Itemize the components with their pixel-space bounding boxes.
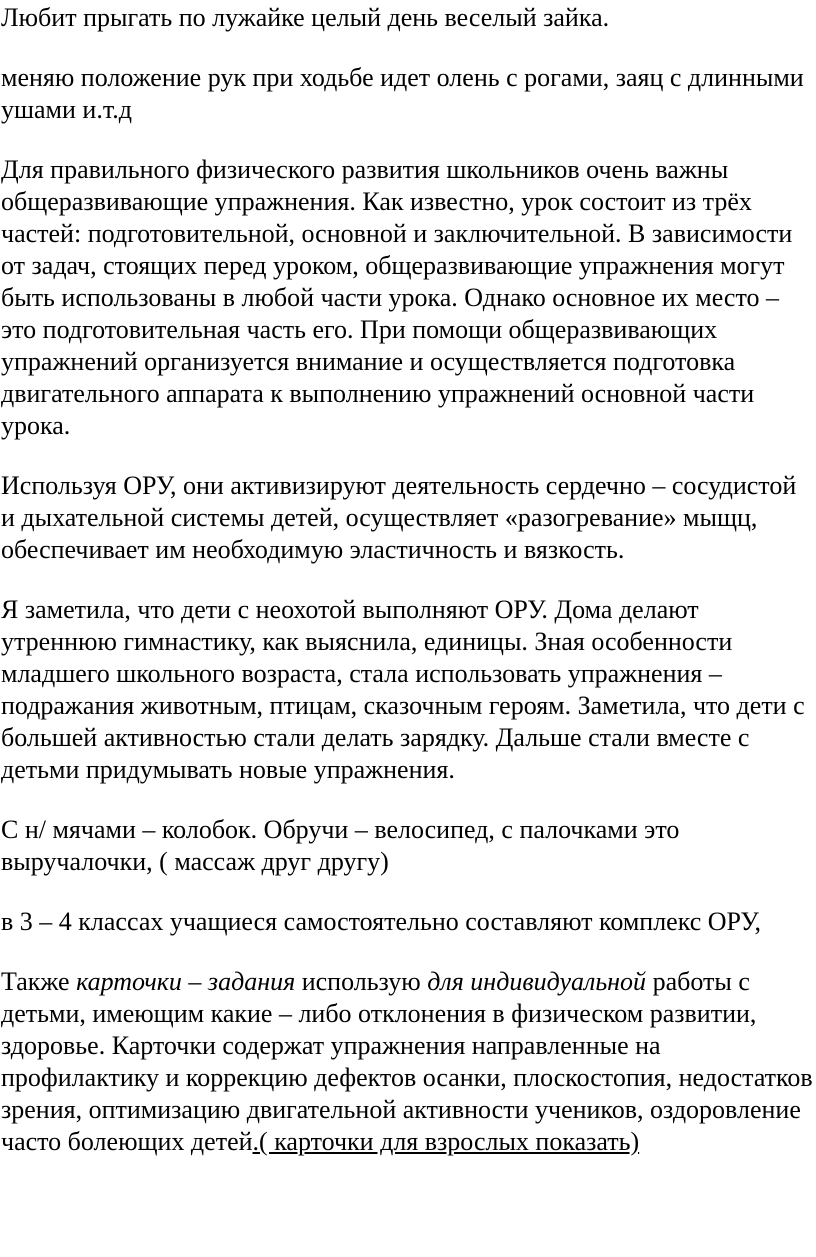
paragraph-7: в 3 – 4 классах учащиеся самостоятельно составляют комплекс ОРУ,: [1, 907, 762, 936]
paragraph-8-italic-1: карточки – задания: [76, 967, 296, 996]
paragraph-6: С н/ мячами – колобок. Обручи – велосипед, с палочками это выручалочки, ( массаж друг другу): [1, 815, 680, 876]
paragraph-8-text-2: использую: [295, 967, 428, 996]
paragraph-4: Используя ОРУ, они активизируют деятельность сердечно – сосудистой и дыхательной системы детей, осуществляет «разогревание» мыщц, обеспечивает им необходимую эластичность и вязкость.: [1, 471, 797, 564]
paragraph-8: [1, 966, 816, 1158]
paragraph-3: Для правильного физического развития школьников очень важны общеразвивающие упражнения. Как известно, урок состоит из трёх частей: подготовительной, основной и заключительной. В зависимости от задач, стоящих перед уроком, общеразвивающие упражнения могут быть использованы в любой части урока. Однако основное их место – это подготовительная часть его. При помощи общеразвивающих упражнений организуется внимание и осуществляется подготовка двигательного аппарата к выполнению упражнений основной части урока.: [1, 155, 793, 440]
paragraph-8-text-1: Также: [1, 967, 77, 996]
paragraph-8-italic-2: для индивидуальной: [427, 967, 647, 996]
paragraph-2: меняю положение рук при ходьбе идет олень с рогами, заяц с длинными ушами и.т.д: [1, 63, 804, 124]
paragraph-1: Любит прыгать по лужайке целый день веселый зайка.: [1, 3, 610, 32]
paragraph-5: Я заметила, что дети с неохотой выполняют ОРУ. Дома делают утреннюю гимнастику, как выяснила, единицы. Зная особенности младшего школьного возраста, стала использовать упражнения – подражания животным, птицам, сказочным героям. Заметила, что дети с большей активностью стали делать зарядку. Дальше стали вместе с детьми придумывать новые упражнения.: [1, 595, 805, 784]
paragraph-8-text-3: работы с детьми, имеющим какие – либо отклонения в физическом развитии, здоровье. Карточки содержат упражнения направленные на профилактику и коррекцию дефектов осанки, плоскостопия, недостатков зрения, оптимизацию двигательной активности учеников, оздоровление часто болеющих детей: [1, 967, 813, 1156]
paragraph-8-underlined-note: .( карточки для взрослых показать): [252, 1127, 640, 1156]
